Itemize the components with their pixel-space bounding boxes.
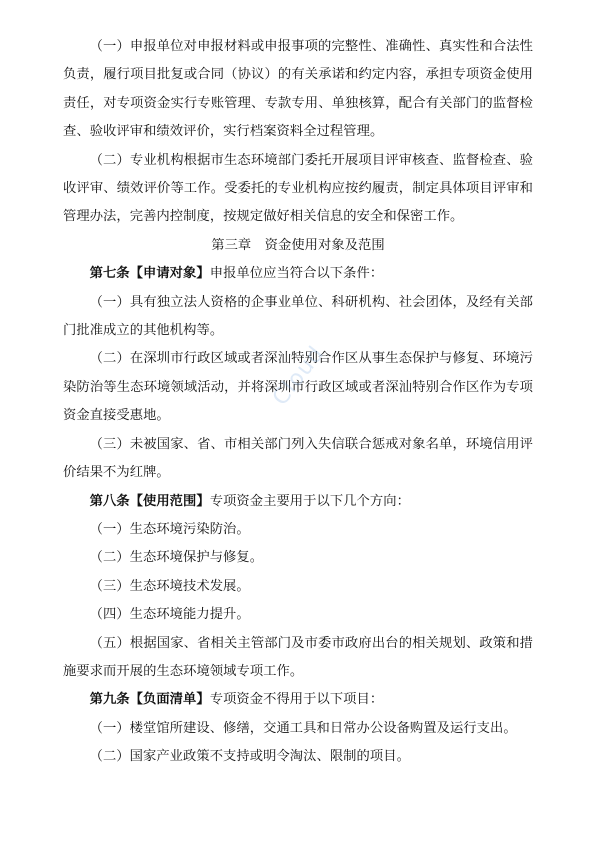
article-8-text: 专项资金主要用于以下几个方向： bbox=[209, 493, 410, 509]
paragraph-agency-responsibility: （二）专业机构根据市生态环境部门委托开展项目评审核查、监督检查、验收评审、绩效评价等工作。受委托的专业机构应按约履责，制定具体项目评审和管理办法，完善内控制度，按规定做好相关信息的安全和保密工作。 bbox=[63, 152, 533, 225]
watermark: Cloud bbox=[268, 341, 330, 411]
chapter-heading: 第三章 资金使用对象及范围 bbox=[211, 237, 385, 253]
article-7-text: 申报单位应当符合以下条件： bbox=[209, 266, 384, 282]
article-8-item: （三）生态环境技术发展。 bbox=[89, 578, 250, 594]
article-9-item: （二）国家产业政策不支持或明令淘汰、限制的项目。 bbox=[89, 749, 410, 765]
article-7-item: （二）在深圳市行政区域或者深汕特别合作区从事生态保护与修复、环境污染防治等生态环境领域活动，并将深圳市行政区域或者深汕特别合作区作为专项资金直接受惠地。 bbox=[63, 351, 533, 424]
article-8-item: （四）生态环境能力提升。 bbox=[89, 607, 250, 623]
article-9-title: 第九条【负面清单】 bbox=[89, 692, 210, 708]
article-8-item: （五）根据国家、省相关主管部门及市委市政府出台的相关规划、政策和措施要求而开展的生态环境领域专项工作。 bbox=[63, 635, 533, 679]
article-9-heading bbox=[63, 686, 533, 714]
article-8-item: （一）生态环境污染防治。 bbox=[89, 521, 250, 537]
article-8-title: 第八条【使用范围】 bbox=[89, 493, 210, 509]
article-7-title: 第七条【申请对象】 bbox=[89, 266, 210, 282]
article-9-text: 专项资金不得用于以下项目： bbox=[209, 692, 384, 708]
article-7-heading bbox=[63, 260, 533, 288]
article-7-item: （三）未被国家、省、市相关部门列入失信联合惩戒对象名单，环境信用评价结果不为红牌。 bbox=[63, 436, 533, 481]
article-8-item: （二）生态环境保护与修复。 bbox=[89, 550, 264, 566]
document-body bbox=[63, 33, 533, 772]
paragraph-applicant-responsibility: （一）申报单位对申报材料或申报事项的完整性、准确性、真实性和合法性负责，履行项目批复或合同（协议）的有关承诺和约定内容，承担专项资金使用责任，对专项资金实行专账管理、专款专用、单独核算，配合有关部门的监督检查、验收评审和绩效评价，实行档案资料全过程管理。 bbox=[63, 39, 533, 140]
article-9-item: （一）楼堂馆所建设、修缮，交通工具和日常办公设备购置及运行支出。 bbox=[89, 720, 517, 736]
article-8-heading bbox=[63, 488, 533, 516]
article-7-item: （一）具有独立法人资格的企事业单位、科研机构、社会团体，及经有关部门批准成立的其他机构等。 bbox=[63, 294, 533, 339]
